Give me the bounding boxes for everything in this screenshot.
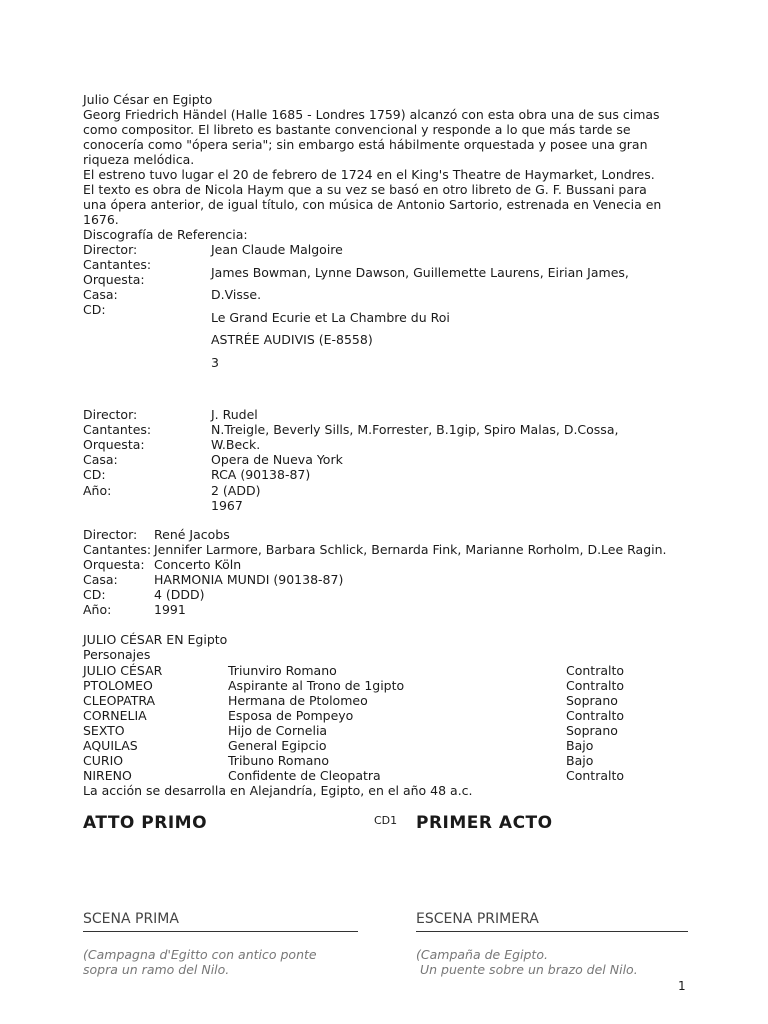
disc-value: RCA (90138-87)	[211, 467, 311, 482]
intro-line: una ópera anterior, de igual título, con música de Antonio Sartorio, estrenada en Venecia en	[83, 197, 662, 212]
disc-value: W.Beck.	[211, 437, 261, 452]
disc-value: René Jacobs	[154, 527, 230, 542]
cast-name: CURIO	[83, 753, 124, 768]
cast-role: Hijo de Cornelia	[228, 723, 328, 738]
cast-voice: Soprano	[566, 723, 618, 738]
disc-value: Jennifer Larmore, Barbara Schlick, Bernarda Fink, Marianne Rorholm, D.Lee Ragin.	[154, 542, 667, 557]
intro-line: El texto es obra de Nicola Haym que a su vez se basó en otro libreto de G. F. Bussani para	[83, 182, 647, 197]
cast-name: NIRENO	[83, 768, 132, 783]
disc-value: Concerto Köln	[154, 557, 242, 572]
stage-direction-italian: (Campagna d'Egitto con antico ponte	[83, 947, 317, 962]
intro-paragraph	[83, 92, 693, 242]
stage-direction-italian: sopra un ramo del Nilo.	[83, 962, 230, 977]
cast-role: Hermana de Ptolomeo	[228, 693, 368, 708]
intro-line: El estreno tuvo lugar el 20 de febrero de 1724 en el King's Theatre de Haymarket, Londres.	[83, 167, 655, 182]
intro-line: Georg Friedrich Händel (Halle 1685 - Londres 1759) alcanzó con esta obra una de sus cimas	[83, 107, 660, 122]
act-heading-italian: ATTO PRIMO	[83, 813, 208, 833]
cast-name: JULIO CÉSAR	[83, 663, 163, 678]
disc-label: Casa:	[83, 572, 118, 587]
cast-subtitle: Personajes	[83, 647, 151, 662]
disc-value: 2 (ADD)	[211, 483, 261, 498]
scene-rule-right	[416, 931, 688, 932]
cast-name: AQUILAS	[83, 738, 138, 753]
cast-role: Confidente de Cleopatra	[228, 768, 381, 783]
cast-voice: Contralto	[566, 678, 625, 693]
disc-label: Cantantes:	[83, 257, 152, 272]
cast-voice: Bajo	[566, 738, 594, 753]
discography-heading: Discografía de Referencia:	[83, 227, 248, 242]
cast-voice: Contralto	[566, 663, 625, 678]
disc-value: D.Visse.	[211, 287, 262, 302]
disc-label: CD:	[83, 587, 106, 602]
cast-voice: Contralto	[566, 708, 625, 723]
stage-direction-spanish: Un puente sobre un brazo del Nilo.	[416, 962, 638, 977]
cast-voice: Contralto	[566, 768, 625, 783]
cast-voice: Soprano	[566, 693, 618, 708]
cast-name: CORNELIA	[83, 708, 147, 723]
scene-heading-italian: SCENA PRIMA	[83, 911, 179, 927]
cast-name: PTOLOMEO	[83, 678, 153, 693]
disc-label: CD:	[83, 302, 106, 317]
disc-value: Le Grand Ecurie et La Chambre du Roi	[211, 310, 450, 325]
disc-label: Casa:	[83, 287, 118, 302]
disc-value: Opera de Nueva York	[211, 452, 343, 467]
disc-label: Cantantes:	[83, 422, 152, 437]
cast-name: SEXTO	[83, 723, 125, 738]
cast-role: Triunviro Romano	[228, 663, 337, 678]
page-number: 1	[678, 979, 686, 993]
disc-label: Cantantes:	[83, 542, 152, 557]
intro-line: riqueza melódica.	[83, 152, 195, 167]
disc-label: Director:	[83, 407, 138, 422]
disc-value: N.Treigle, Beverly Sills, M.Forrester, B.1gip, Spiro Malas, D.Cossa,	[211, 422, 619, 437]
disc-value: 1967	[211, 498, 243, 513]
disc-value: 1991	[154, 602, 186, 617]
disc-value: Jean Claude Malgoire	[211, 242, 343, 257]
disc-label: Director:	[83, 242, 138, 257]
disc-label: Orquesta:	[83, 437, 145, 452]
disc-label: Año:	[83, 602, 112, 617]
scene-heading-spanish: ESCENA PRIMERA	[416, 911, 539, 927]
stage-direction-spanish: (Campaña de Egipto.	[416, 947, 548, 962]
cd-marker: CD1	[374, 814, 398, 827]
disc-label: Año:	[83, 483, 112, 498]
cast-role: General Egipcio	[228, 738, 327, 753]
cast-name: CLEOPATRA	[83, 693, 156, 708]
disc-label: Orquesta:	[83, 272, 145, 287]
disc-value: HARMONIA MUNDI (90138-87)	[154, 572, 344, 587]
cast-voice: Bajo	[566, 753, 594, 768]
disc-value: 4 (DDD)	[154, 587, 205, 602]
disc-value: ASTRÉE AUDIVIS (E-8558)	[211, 332, 373, 347]
intro-line: 1676.	[83, 212, 119, 227]
cast-role: Esposa de Pompeyo	[228, 708, 354, 723]
intro-line: como compositor. El libreto es bastante convencional y responde a lo que más tarde se	[83, 122, 631, 137]
setting-text: La acción se desarrolla en Alejandría, Egipto, en el año 48 a.c.	[83, 783, 473, 798]
disc-label: Casa:	[83, 452, 118, 467]
disc-label: Orquesta:	[83, 557, 145, 572]
disc-label: Director:	[83, 527, 138, 542]
disc-value: 3	[211, 355, 219, 370]
disc-value: James Bowman, Lynne Dawson, Guillemette Laurens, Eirian James,	[211, 265, 629, 280]
disc-label: CD:	[83, 467, 106, 482]
cast-role: Aspirante al Trono de 1gipto	[228, 678, 405, 693]
disc-value: J. Rudel	[211, 407, 258, 422]
scene-rule-left	[83, 931, 358, 932]
cast-role: Tribuno Romano	[228, 753, 329, 768]
intro-line: conocería como "ópera seria"; sin embargo está hábilmente orquestada y posee una gran	[83, 137, 648, 152]
document-title: Julio César en Egipto	[83, 92, 213, 107]
cast-title: JULIO CÉSAR EN Egipto	[83, 632, 228, 647]
act-heading-spanish: PRIMER ACTO	[416, 813, 553, 833]
